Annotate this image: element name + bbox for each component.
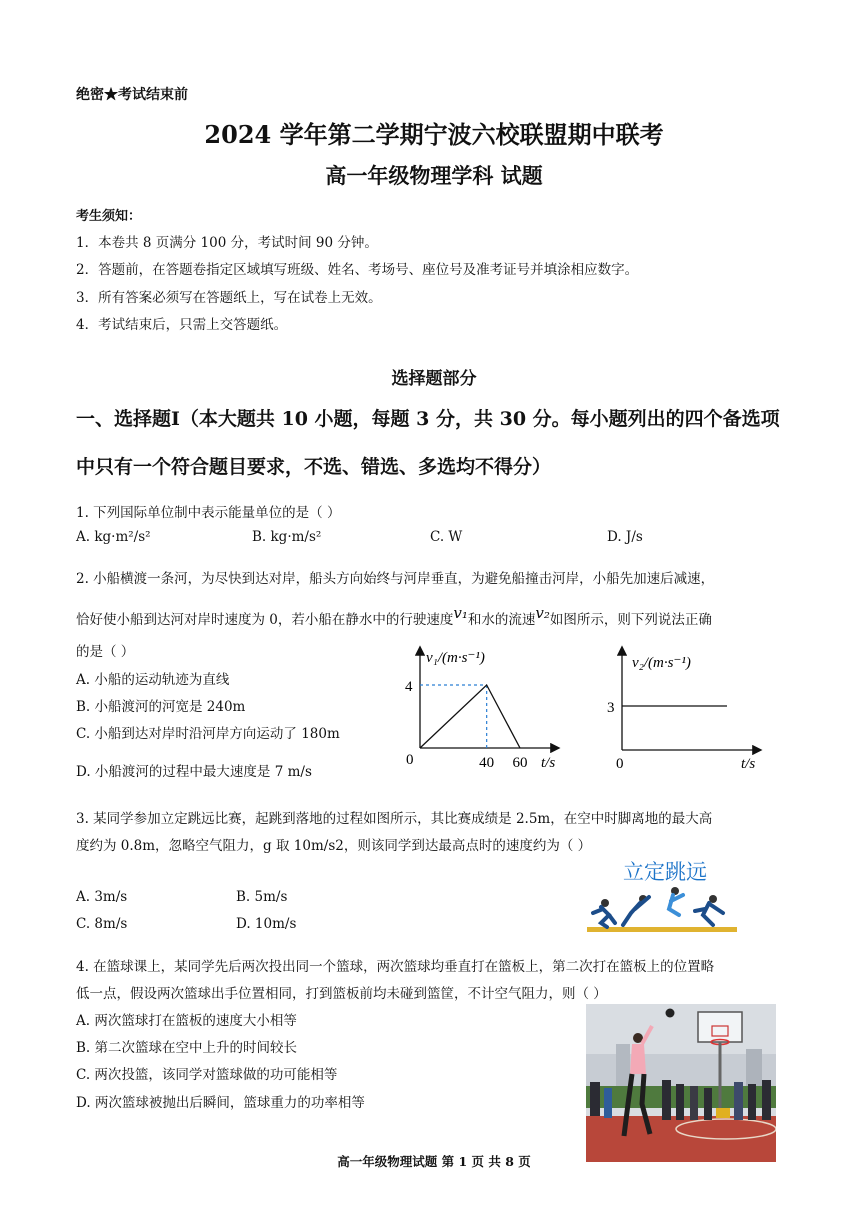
page-footer: 高一年级物理试题 第 1 页 共 8 页: [337, 1154, 531, 1169]
v1-series-line: [420, 685, 520, 748]
jumper-crouch: [593, 899, 615, 927]
notice-item: 4．考试结束后，只需上交答题纸。: [76, 317, 288, 333]
q2-line2: [76, 604, 712, 628]
v2-origin-label: 0: [616, 756, 624, 772]
jump-ground: [587, 927, 737, 932]
v1-x-tick-40: 40: [479, 755, 495, 771]
v2-y-tick-3: 3: [607, 700, 615, 716]
q4-option-b: B. 第二次篮球在空中上升的时间较长: [76, 1040, 298, 1056]
q1-option-a: A. kg·m²/s²: [76, 529, 151, 545]
exam-title: 2024 学年第二学期宁波六校联盟期中联考: [204, 120, 664, 149]
q2-v2-symbol: v₂: [535, 604, 550, 622]
q1-option-c: C. W: [430, 529, 463, 545]
jumper-landing: [695, 895, 723, 925]
q2-v1-symbol: v₁: [453, 604, 468, 622]
q2-option-a: A. 小船的运动轨迹为直线: [76, 672, 230, 688]
q1-stem: 1. 下列国际单位制中表示能量单位的是（ ）: [76, 505, 341, 521]
exam-subtitle: 高一年级物理学科 试题: [325, 163, 543, 188]
v1-origin-label: 0: [406, 752, 414, 768]
v1-x-axis-label: t/s: [541, 755, 556, 771]
q3-line2: 度约为 0.8m，忽略空气阻力，g 取 10m/s2，则该同学到达最高点时的速度约为（ ）: [76, 838, 592, 854]
v2-y-axis-label: v₂/(m·s⁻¹): [632, 655, 691, 671]
q4-line2: 低一点，假设两次篮球出手位置相同，打到篮板前均未碰到篮筐，不计空气阻力，则（ ）: [76, 986, 607, 1002]
part-title: 选择题部分: [391, 369, 477, 389]
q4-option-a: A. 两次篮球打在篮板的速度大小相等: [76, 1013, 297, 1029]
standing-jump-title: 立定跳远: [623, 860, 707, 884]
notice-heading: 考生须知：: [76, 209, 142, 224]
v1-y-axis-label: v₁/(m·s⁻¹): [426, 650, 485, 666]
q1-option-b: B. kg·m/s²: [252, 529, 322, 545]
q2-option-b: B. 小船渡河的河宽是 240m: [76, 699, 246, 715]
notice-item: 1．本卷共 8 页满分 100 分，考试时间 90 分钟。: [76, 235, 378, 251]
q3-option-c: C. 8m/s: [76, 916, 128, 932]
q2-line3: 的是（ ）: [76, 644, 135, 660]
section-heading-line2: 中只有一个符合题目要求，不选、错选、多选均不得分）: [76, 456, 552, 478]
q3-line1: 3. 某同学参加立定跳远比赛，起跳到落地的过程如图所示，其比赛成绩是 2.5m，在空中时脚离地的最大高: [76, 811, 713, 827]
v1-graph: [400, 640, 575, 780]
basketball: [666, 1009, 675, 1018]
q3-option-b: B. 5m/s: [236, 889, 288, 905]
jumper-takeoff: [623, 895, 649, 925]
v2-x-axis-label: t/s: [741, 756, 756, 772]
q4-option-c: C. 两次投篮，该同学对篮球做的功可能相等: [76, 1067, 338, 1083]
q2-line2-part-c: 如图所示，则下列说法正确: [549, 612, 712, 628]
standing-jump-figure: [585, 853, 745, 935]
q4-option-d: D. 两次篮球被抛出后瞬间，篮球重力的功率相等: [76, 1095, 365, 1111]
notice-item: 3．所有答案必须写在答题纸上，写在试卷上无效。: [76, 290, 382, 306]
notice-item: 2．答题前，在答题卷指定区域填写班级、姓名、考场号、座位号及准考证号并填涂相应数字。: [76, 262, 639, 278]
jumper-flight: [669, 887, 683, 915]
q1-option-d: D. J/s: [607, 529, 643, 545]
q2-option-d: D. 小船渡河的过程中最大速度是 7 m/s: [76, 764, 312, 780]
basketball-photo: [586, 1004, 776, 1162]
v1-x-tick-60: 60: [512, 755, 528, 771]
q3-option-a: A. 3m/s: [76, 889, 128, 905]
v1-y-tick-4: 4: [405, 679, 413, 695]
q4-line1: 4. 在篮球课上，某同学先后两次投出同一个篮球，两次篮球均垂直打在篮板上，第二次打在篮板上的位置略: [76, 959, 715, 975]
q3-option-d: D. 10m/s: [236, 916, 297, 932]
v2-graph: [600, 640, 775, 780]
q2-line1: 2. 小船横渡一条河，为尽快到达对岸，船头方向始终与河岸垂直，为避免船撞击河岸，小船先加速后减速，: [76, 571, 715, 587]
q2-option-c: C. 小船到达对岸时沿河岸方向运动了 180m: [76, 726, 340, 742]
section-heading-line1: 一、选择题I（本大题共 10 小题，每题 3 分，共 30 分。每小题列出的四个备选项: [76, 408, 780, 430]
confidential-label: 绝密★考试结束前: [76, 87, 188, 103]
q2-line2-part-a: 恰好使小船到达河对岸时速度为 0，若小船在静水中的行驶速度: [76, 612, 454, 628]
q2-line2-part-b: 和水的流速: [467, 612, 536, 628]
